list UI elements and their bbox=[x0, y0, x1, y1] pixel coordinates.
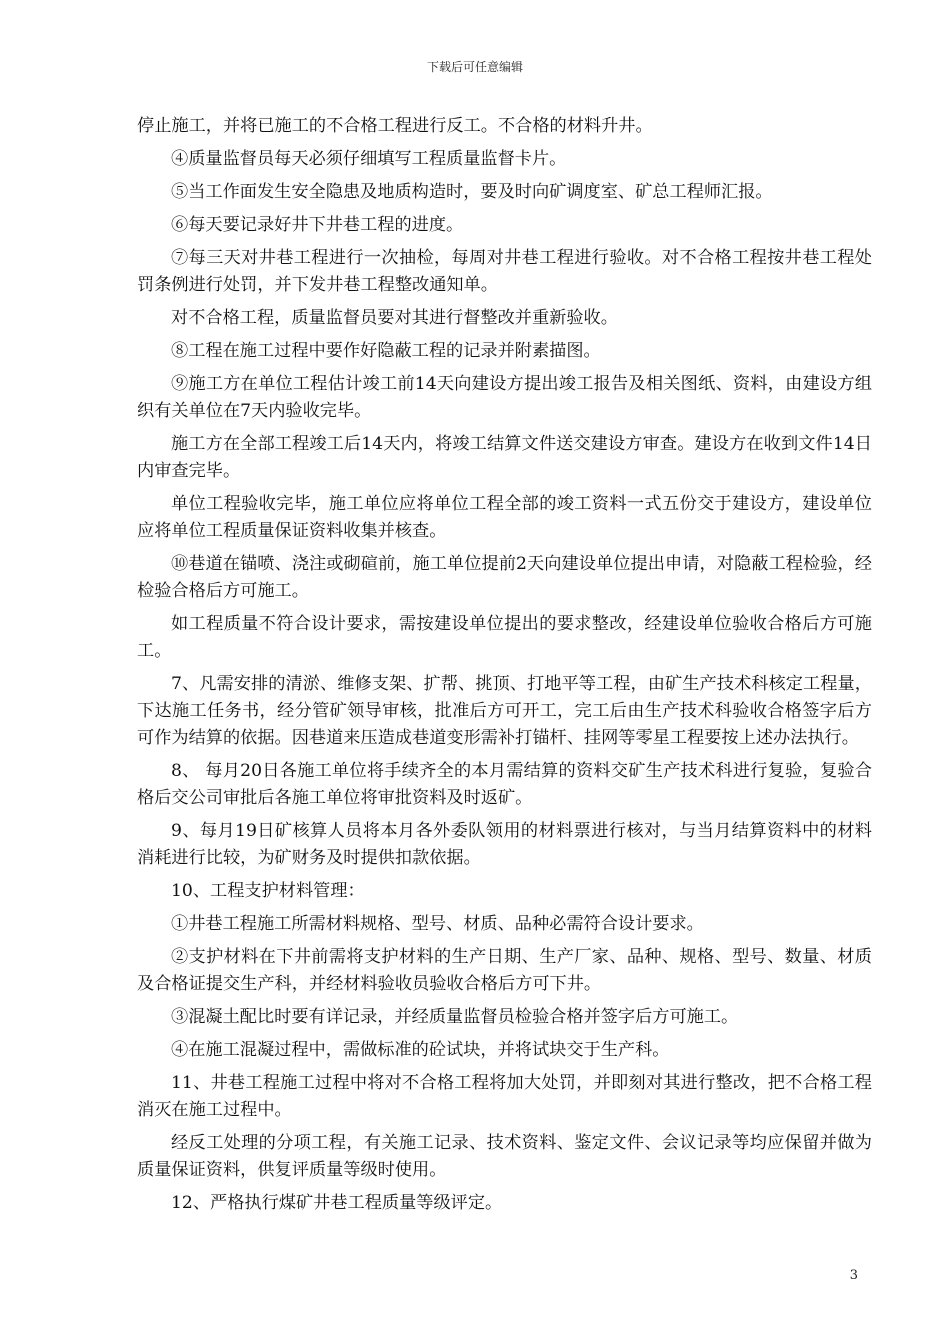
paragraph: 如工程质量不符合设计要求，需按建设单位提出的要求整改，经建设单位验收合格后方可施工。 bbox=[137, 614, 872, 661]
paragraph: 8、 每月20日各施工单位将手续齐全的本月需结算的资料交矿生产技术科进行复验，复验合格后交公司审批后各施工单位将审批资料及时返矿。 bbox=[137, 761, 872, 808]
paragraph: ①井巷工程施工所需材料规格、型号、材质、品种必需符合设计要求。 bbox=[171, 914, 704, 934]
paragraph: ④质量监督员每天必须仔细填写工程质量监督卡片。 bbox=[171, 149, 567, 169]
paragraph: ④在施工混凝过程中，需做标准的砼试块，并将试块交于生产科。 bbox=[171, 1040, 670, 1060]
paragraph: 单位工程验收完毕，施工单位应将单位工程全部的竣工资料一式五份交于建设方，建设单位应将单位工程质量保证资料收集并核查。 bbox=[137, 494, 872, 541]
paragraph: ⑨施工方在单位工程估计竣工前14天向建设方提出竣工报告及相关图纸、资料，由建设方组织有关单位在7天内验收完毕。 bbox=[137, 374, 872, 421]
paragraph: ②支护材料在下井前需将支护材料的生产日期、生产厂家、品种、规格、型号、数量、材质及合格证提交生产科，并经材料验收员验收合格后方可下井。 bbox=[137, 947, 872, 994]
paragraph: 7、凡需安排的清淤、维修支架、扩帮、挑顶、打地平等工程，由矿生产技术科核定工程量，下达施工任务书，经分管矿领导审核，批准后方可开工，完工后由生产技术科验收合格签字后方可作为结算的依据。因巷道来压造成巷道变形需补打锚杆、挂网等零星工程要按上述办法执行。 bbox=[137, 674, 872, 748]
paragraph: ③混凝土配比时要有详记录，并经质量监督员检验合格并签字后方可施工。 bbox=[171, 1007, 739, 1027]
paragraph: 对不合格工程，质量监督员要对其进行督整改并重新验收。 bbox=[171, 308, 618, 328]
page-header: 下载后可任意编辑 bbox=[426, 60, 523, 74]
paragraph: 11、井巷工程施工过程中将对不合格工程将加大处罚，并即刻对其进行整改，把不合格工程消灭在施工过程中。 bbox=[137, 1073, 872, 1120]
document-body bbox=[137, 113, 872, 1223]
paragraph: ⑥每天要记录好井下井巷工程的进度。 bbox=[171, 215, 464, 235]
page-number: 3 bbox=[849, 1268, 858, 1283]
paragraph: 经反工处理的分项工程，有关施工记录、技术资料、鉴定文件、会议记录等均应保留并做为质量保证资料，供复评质量等级时使用。 bbox=[137, 1133, 872, 1180]
paragraph: 9、每月19日矿核算人员将本月各外委队领用的材料票进行核对，与当月结算资料中的材料消耗进行比较，为矿财务及时提供扣款依据。 bbox=[137, 821, 872, 868]
paragraph: 停止施工，并将已施工的不合格工程进行反工。不合格的材料升井。 bbox=[137, 116, 653, 136]
paragraph: 10、工程支护材料管理： bbox=[171, 881, 365, 901]
paragraph: ⑧工程在施工过程中要作好隐蔽工程的记录并附素描图。 bbox=[171, 341, 601, 361]
paragraph: ⑩巷道在锚喷、浇注或砌碹前，施工单位提前2天向建设单位提出申请，对隐蔽工程检验，经检验合格后方可施工。 bbox=[137, 554, 872, 601]
paragraph: ⑦每三天对井巷工程进行一次抽检，每周对井巷工程进行验收。对不合格工程按井巷工程处罚条例进行处罚，并下发井巷工程整改通知单。 bbox=[137, 248, 872, 295]
paragraph: 施工方在全部工程竣工后14天内，将竣工结算文件送交建设方审查。建设方在收到文件14日内审查完毕。 bbox=[137, 434, 872, 481]
paragraph: 12、严格执行煤矿井巷工程质量等级评定。 bbox=[171, 1193, 503, 1213]
paragraph: ⑤当工作面发生安全隐患及地质构造时，要及时向矿调度室、矿总工程师汇报。 bbox=[171, 182, 773, 202]
